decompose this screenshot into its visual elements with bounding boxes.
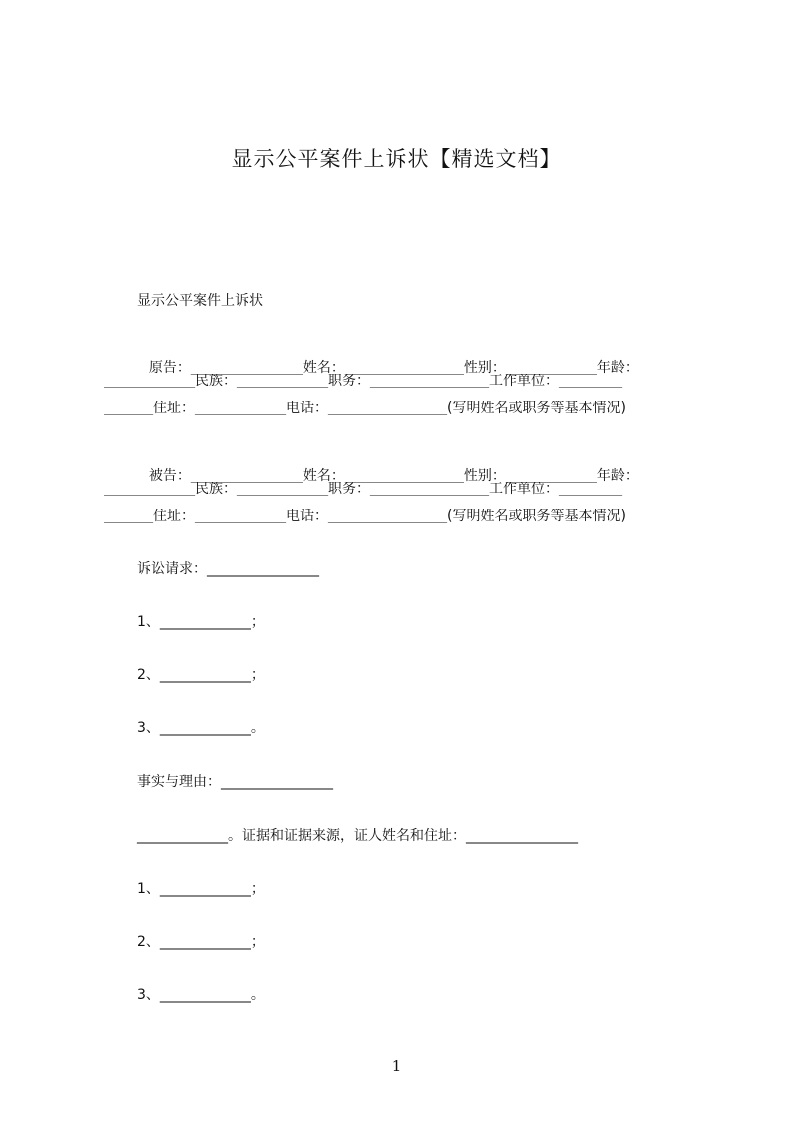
facts-heading: 事实与理由：________________ [137, 774, 333, 790]
claim-item-1: 1、_____________； [137, 614, 265, 630]
document-title: 显示公平案件上诉状【精选文档】 [231, 147, 562, 171]
evidence-item-3: 3、_____________。 [137, 987, 265, 1003]
defendant-line-2: _____________民族：_____________职务：_________________工作单位：_________ [104, 482, 622, 496]
defendant-line-3: _______住址：_____________电话：_________________(写明姓名或职务等基本情况) [104, 509, 626, 523]
evidence-line: _____________。证据和证据来源，证人姓名和住址：________________ [137, 828, 578, 844]
plaintiff-line-1 [104, 347, 698, 375]
claim-item-2: 2、_____________； [137, 667, 265, 683]
claim-item-3: 3、_____________。 [137, 720, 265, 736]
claims-heading: 诉讼请求：________________ [137, 561, 319, 577]
evidence-item-2: 2、_____________； [137, 934, 265, 950]
document-subtitle: 显示公平案件上诉状 [137, 293, 263, 309]
evidence-item-1: 1、_____________； [137, 881, 265, 897]
page-number: 1 [391, 1057, 402, 1075]
plaintiff-line-2: _____________民族：_____________职务：_________________工作单位：_________ [104, 374, 622, 388]
plaintiff-line-1-text: 原告：________________姓名：_________________性别：_____________年龄： [148, 360, 639, 375]
plaintiff-line-3: _______住址：_____________电话：_________________(写明姓名或职务等基本情况) [104, 401, 626, 415]
defendant-line-1 [104, 455, 698, 483]
defendant-line-1-text: 被告：________________姓名：_________________性别：_____________年龄： [148, 468, 639, 483]
